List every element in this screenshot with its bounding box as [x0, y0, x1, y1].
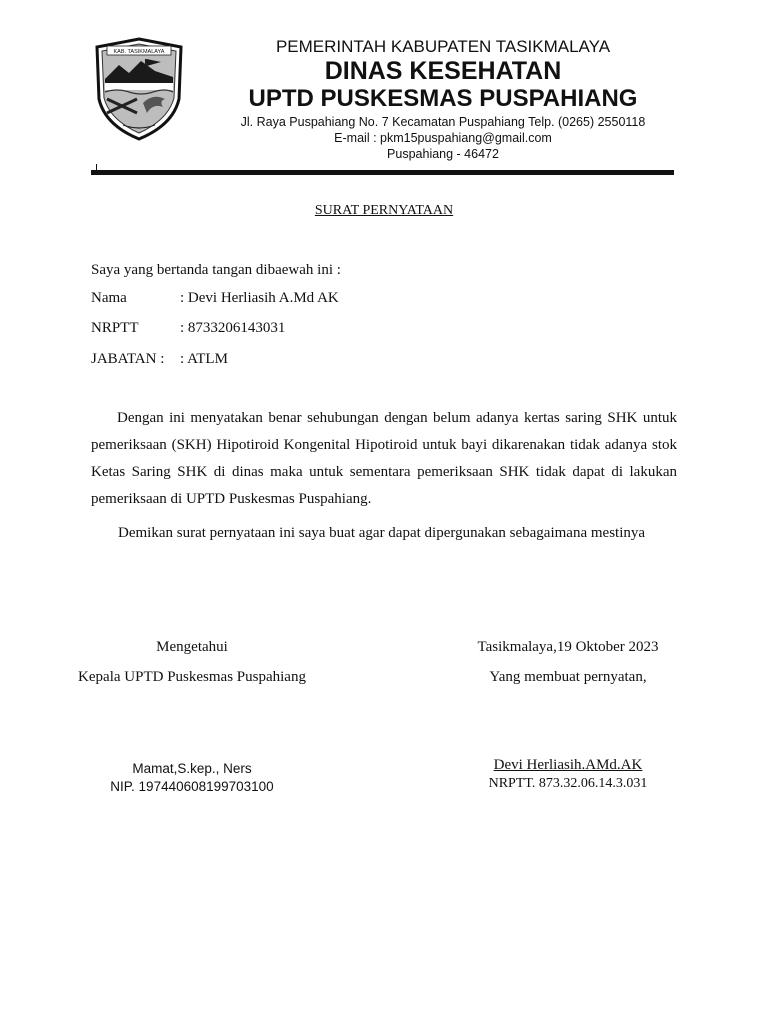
field-label-nama: Nama — [91, 290, 127, 306]
sig-left-acknowledged: Mengetahui — [156, 639, 228, 655]
closing-text: Demikan surat pernyataan ini saya buat agar dapat dipergunakan sebagaimana mestinya — [118, 525, 646, 541]
sig-right-nrptt: NRPTT. 873.32.06.14.3.031 — [488, 776, 648, 791]
letterhead-divider — [91, 170, 674, 175]
sig-left-name: Mamat,S.kep., Ners — [132, 761, 252, 776]
intro-text: Saya yang bertanda tangan dibaewah ini : — [91, 262, 341, 278]
sig-right-maker: Yang membuat pernyatan, — [489, 669, 647, 685]
sig-right-name: Devi Herliasih.AMd.AK — [493, 757, 643, 773]
field-value-nama: : Devi Herliasih A.Md AK — [180, 290, 339, 306]
statement-text: Dengan ini menyatakan benar sehubungan dengan belum adanya kertas saring SHK untuk pemeriksaan (SKH) Hipotiroid Kongenital Hipotiroid untuk bayi dikarenakan tidak adanya stok Ketas Saring SHK di dinas maka untuk sementara pemeriksaan SHK tidak dapat di lakukan pemeriksaan di UPTD Puskesmas Puspahiang. — [91, 410, 677, 507]
sig-left-position: Kepala UPTD Puskesmas Puspahiang — [78, 669, 306, 685]
document-title: SURAT PERNYATAAN — [314, 203, 454, 218]
statement-paragraph — [91, 405, 677, 513]
field-label-jabatan: JABATAN : — [91, 351, 165, 367]
field-value-jabatan: : ATLM — [180, 351, 228, 367]
unit-name: UPTD PUSKESMAS PUSPAHIANG — [248, 85, 638, 112]
city-postal-line: Puspahiang - 46472 — [387, 147, 499, 161]
sig-left-nip: NIP. 197440608199703100 — [110, 779, 274, 794]
agency-name: DINAS KESEHATAN — [324, 57, 562, 85]
government-name: PEMERINTAH KABUPATEN TASIKMALAYA — [275, 37, 611, 56]
field-label-nrptt: NRPTT — [91, 320, 139, 336]
email-line: E-mail : pkm15puspahiang@gmail.com — [334, 131, 552, 145]
sig-right-place-date: Tasikmalaya,19 Oktober 2023 — [477, 639, 659, 655]
regency-emblem-logo — [93, 37, 185, 141]
logo-text: KAB. TASIKMALAYA — [113, 49, 165, 55]
address-line: Jl. Raya Puspahiang No. 7 Kecamatan Puspahiang Telp. (0265) 2550118 — [240, 115, 646, 129]
field-value-nrptt: : 8733206143031 — [180, 320, 286, 336]
